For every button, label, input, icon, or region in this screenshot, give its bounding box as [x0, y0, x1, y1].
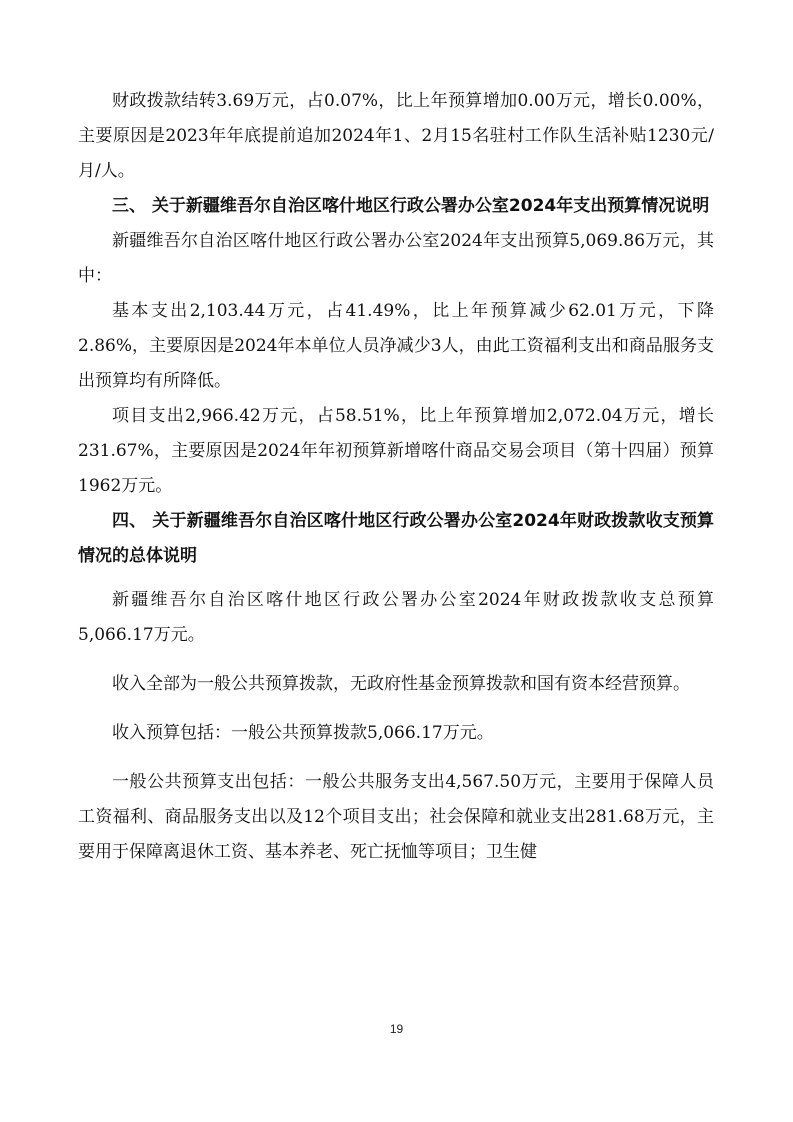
- section-heading-4: 四、 关于新疆维吾尔自治区喀什地区行政公署办公室2024年财政拨款收支预算情况的总体说明: [78, 511, 714, 566]
- page-number: 19: [389, 1022, 404, 1036]
- paragraph-income-budget: 收入预算包括：一般公共预算拨款5,066.17万元。: [112, 723, 494, 743]
- section-heading-3: 三、 关于新疆维吾尔自治区喀什地区行政公署办公室2024年支出预算情况说明: [112, 196, 710, 216]
- paragraph-expenditure-total: 新疆维吾尔自治区喀什地区行政公署办公室2024年支出预算5,069.86万元，其中：: [78, 231, 714, 286]
- document-body: [78, 84, 714, 870]
- paragraph-carryover: 财政拨款结转3.69万元，占0.07%，比上年预算增加0.00万元，增长0.00%，主要原因是2023年年底提前追加2024年1、2月15名驻村工作队生活补贴1230元/月/人。: [78, 91, 714, 181]
- paragraph-fiscal-total: 新疆维吾尔自治区喀什地区行政公署办公室2024年财政拨款收支总预算5,066.17万元。: [78, 590, 714, 645]
- paragraph-income-source: 收入全部为一般公共预算拨款，无政府性基金预算拨款和国有资本经营预算。: [112, 674, 690, 694]
- paragraph-general-expenditure: 一般公共预算支出包括：一般公共服务支出4,567.50万元，主要用于保障人员工资福利、商品服务支出以及12个项目支出；社会保障和就业支出281.68万元，主要用于保障离退休工资、基本养老、死亡抚恤等项目；卫生健: [78, 772, 714, 862]
- paragraph-basic-expenditure: 基本支出2,103.44万元，占41.49%，比上年预算减少62.01万元，下降2.86%，主要原因是2024年本单位人员净减少3人，由此工资福利支出和商品服务支出预算均有所降低。: [78, 301, 714, 391]
- paragraph-project-expenditure: 项目支出2,966.42万元，占58.51%，比上年预算增加2,072.04万元，增长231.67%，主要原因是2024年年初预算新增喀什商品交易会项目（第十四届）预算1962万元。: [78, 406, 714, 496]
